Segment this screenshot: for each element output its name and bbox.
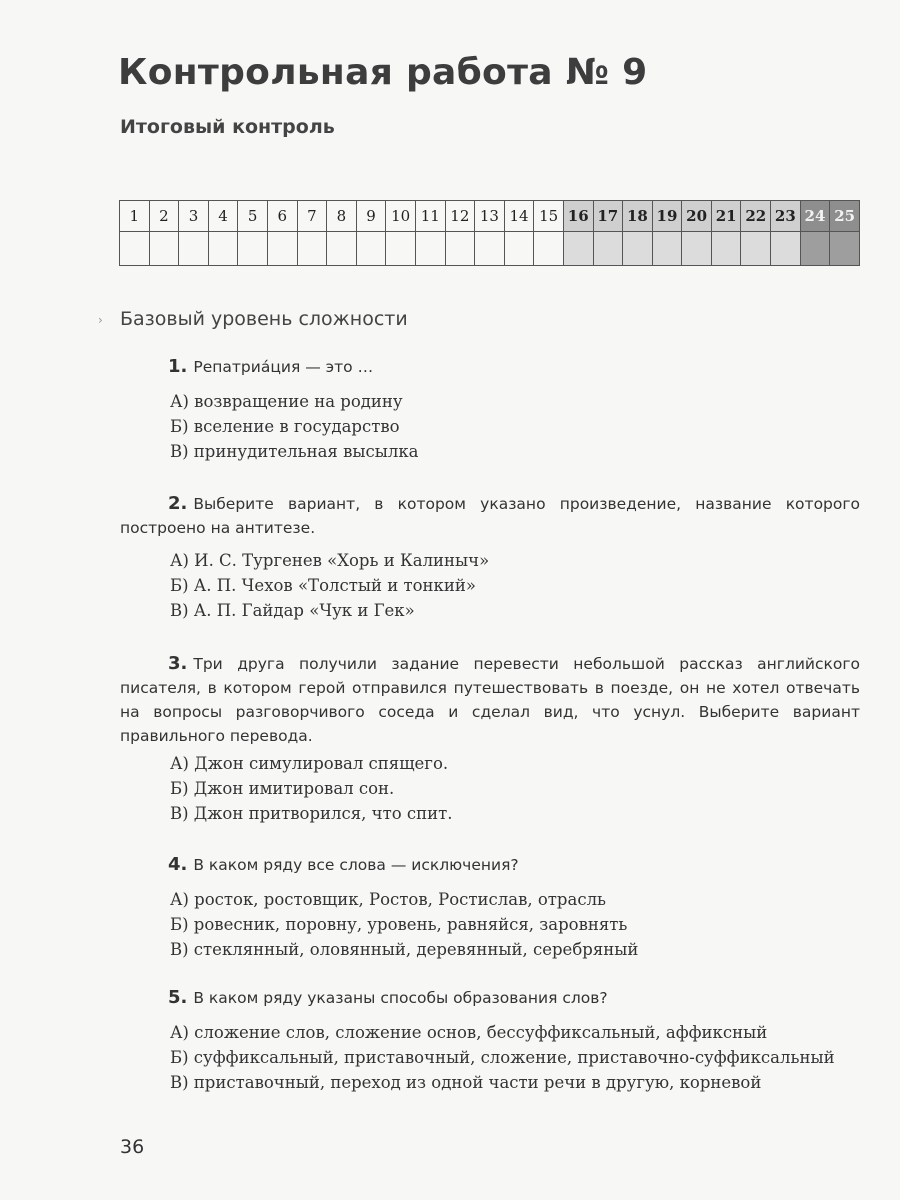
option-b: Б) ровесник, поровну, уровень, равняйся, заровнять bbox=[170, 915, 628, 934]
question-number: 5. bbox=[168, 987, 188, 1008]
page-title: Контрольная работа № 9 bbox=[118, 52, 648, 93]
grid-question-number: 7 bbox=[297, 201, 327, 232]
grid-answer-cell[interactable] bbox=[267, 232, 297, 266]
grid-answer-cell[interactable] bbox=[297, 232, 327, 266]
grid-question-number: 25 bbox=[830, 201, 860, 232]
option-b: Б) суффиксальный, приставочный, сложение, приставочно-суффиксальный bbox=[170, 1048, 835, 1067]
option-a: А) Джон симулировал спящего. bbox=[170, 754, 449, 773]
grid-answer-cell[interactable] bbox=[386, 232, 416, 266]
grid-answer-cell[interactable] bbox=[179, 232, 209, 266]
option-a: А) росток, ростовщик, Ростов, Ростислав, отрасль bbox=[170, 890, 607, 909]
question-number: 2. bbox=[168, 493, 188, 514]
grid-answer-cell[interactable] bbox=[771, 232, 801, 266]
grid-answer-cell[interactable] bbox=[711, 232, 741, 266]
grid-answer-cell[interactable] bbox=[356, 232, 386, 266]
grid-answer-cell[interactable] bbox=[682, 232, 712, 266]
section-title: Базовый уровень сложности bbox=[120, 308, 408, 330]
grid-answer-cell[interactable] bbox=[534, 232, 564, 266]
grid-answer-cell[interactable] bbox=[208, 232, 238, 266]
page-subtitle: Итоговый контроль bbox=[120, 116, 335, 138]
question-number: 3. bbox=[168, 653, 188, 674]
section-marker: › bbox=[98, 313, 103, 327]
grid-answer-cell[interactable] bbox=[830, 232, 860, 266]
option-a: А) сложение слов, сложение основ, бессуффиксальный, аффиксный bbox=[170, 1023, 768, 1042]
grid-answer-cell[interactable] bbox=[623, 232, 653, 266]
option-a: А) возвращение на родину bbox=[170, 392, 403, 411]
grid-answer-cell[interactable] bbox=[593, 232, 623, 266]
grid-answer-cell[interactable] bbox=[652, 232, 682, 266]
grid-question-number: 16 bbox=[563, 201, 593, 232]
grid-question-number: 24 bbox=[800, 201, 830, 232]
question-3-options bbox=[170, 751, 862, 826]
question-number: 1. bbox=[168, 356, 188, 377]
question-5 bbox=[120, 986, 860, 1010]
option-b: Б) А. П. Чехов «Толстый и тонкий» bbox=[170, 576, 476, 595]
answer-grid bbox=[119, 200, 860, 266]
page-number: 36 bbox=[120, 1136, 145, 1158]
question-2 bbox=[120, 492, 860, 540]
grid-question-number: 19 bbox=[652, 201, 682, 232]
grid-answer-cell[interactable] bbox=[475, 232, 505, 266]
option-c: В) принудительная высылка bbox=[170, 442, 419, 461]
grid-answer-cell[interactable] bbox=[741, 232, 771, 266]
question-3 bbox=[120, 652, 860, 748]
question-text: Выберите вариант, в котором указано произведение, название которого построено на антитезе. bbox=[120, 495, 860, 537]
grid-question-number: 12 bbox=[445, 201, 475, 232]
answer-grid-header-row bbox=[120, 201, 860, 232]
grid-answer-cell[interactable] bbox=[800, 232, 830, 266]
question-4 bbox=[120, 853, 860, 877]
question-text: Три друга получили задание перевести небольшой рассказ английского писателя, в котором герой отправился путешествовать в поезде, он не хотел отвечать на вопросы разговорчивого соседа и сделал вид, что уснул. Выберите вариант правильного перевода. bbox=[120, 655, 860, 745]
question-1-options bbox=[170, 389, 862, 464]
grid-question-number: 18 bbox=[623, 201, 653, 232]
grid-answer-cell[interactable] bbox=[327, 232, 357, 266]
grid-answer-cell[interactable] bbox=[149, 232, 179, 266]
grid-question-number: 20 bbox=[682, 201, 712, 232]
question-5-options bbox=[170, 1020, 862, 1095]
grid-answer-cell[interactable] bbox=[415, 232, 445, 266]
grid-question-number: 23 bbox=[771, 201, 801, 232]
grid-question-number: 4 bbox=[208, 201, 238, 232]
option-b: Б) вселение в государство bbox=[170, 417, 400, 436]
option-c: В) стеклянный, оловянный, деревянный, серебряный bbox=[170, 940, 639, 959]
answer-grid-answer-row bbox=[120, 232, 860, 266]
grid-question-number: 1 bbox=[120, 201, 150, 232]
grid-question-number: 8 bbox=[327, 201, 357, 232]
question-text: Репатриáция — это … bbox=[193, 358, 374, 376]
grid-answer-cell[interactable] bbox=[445, 232, 475, 266]
grid-question-number: 3 bbox=[179, 201, 209, 232]
question-2-options bbox=[170, 548, 862, 623]
grid-question-number: 13 bbox=[475, 201, 505, 232]
grid-answer-cell[interactable] bbox=[563, 232, 593, 266]
grid-answer-cell[interactable] bbox=[238, 232, 268, 266]
grid-question-number: 14 bbox=[504, 201, 534, 232]
grid-answer-cell[interactable] bbox=[120, 232, 150, 266]
grid-question-number: 22 bbox=[741, 201, 771, 232]
grid-question-number: 5 bbox=[238, 201, 268, 232]
grid-question-number: 9 bbox=[356, 201, 386, 232]
question-number: 4. bbox=[168, 854, 188, 875]
grid-question-number: 2 bbox=[149, 201, 179, 232]
grid-answer-cell[interactable] bbox=[504, 232, 534, 266]
grid-question-number: 11 bbox=[415, 201, 445, 232]
grid-question-number: 17 bbox=[593, 201, 623, 232]
option-c: В) Джон притворился, что спит. bbox=[170, 804, 453, 823]
question-1 bbox=[120, 355, 860, 379]
grid-question-number: 21 bbox=[711, 201, 741, 232]
option-c: В) А. П. Гайдар «Чук и Гек» bbox=[170, 601, 415, 620]
option-b: Б) Джон имитировал сон. bbox=[170, 779, 395, 798]
question-text: В каком ряду все слова — исключения? bbox=[193, 856, 519, 874]
option-a: А) И. С. Тургенев «Хорь и Калиныч» bbox=[170, 551, 490, 570]
grid-question-number: 10 bbox=[386, 201, 416, 232]
grid-question-number: 6 bbox=[267, 201, 297, 232]
grid-question-number: 15 bbox=[534, 201, 564, 232]
option-c: В) приставочный, переход из одной части речи в другую, корневой bbox=[170, 1073, 762, 1092]
question-4-options bbox=[170, 887, 862, 962]
question-text: В каком ряду указаны способы образования слов? bbox=[193, 989, 608, 1007]
